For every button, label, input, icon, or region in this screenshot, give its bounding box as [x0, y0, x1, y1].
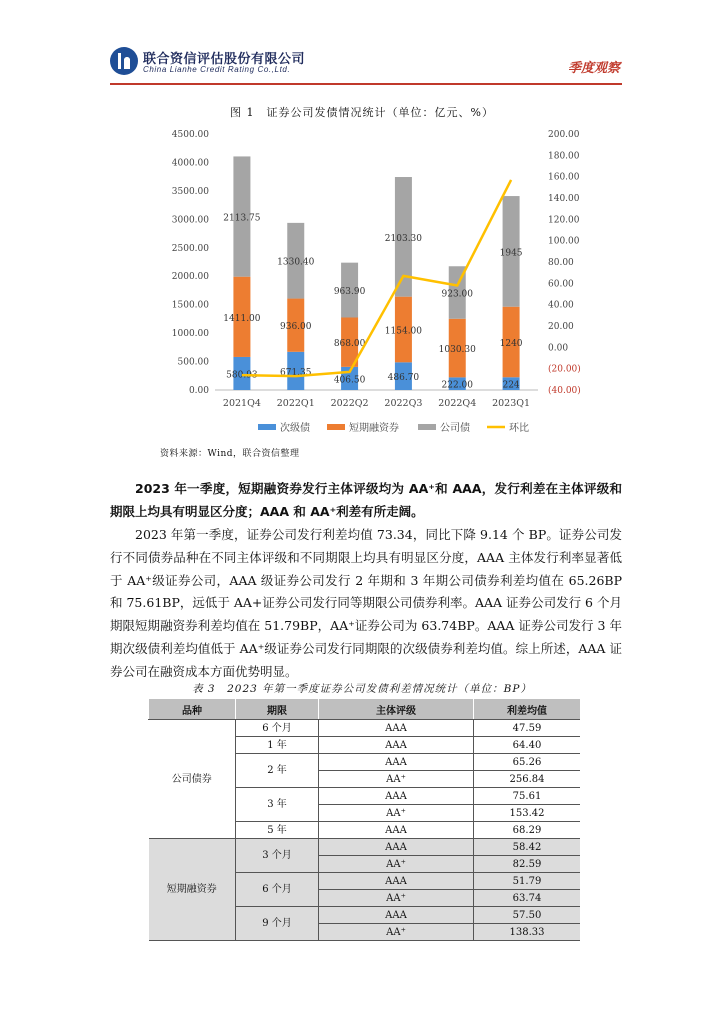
y-right-tick-label: 0.00: [548, 343, 569, 354]
y-right-tick-label: 20.00: [548, 322, 574, 332]
spread-cell: 58.42: [474, 839, 581, 856]
y-left-tick-label: 500.00: [177, 357, 209, 368]
table-row: [149, 839, 581, 856]
bar-data-label: 406.50: [333, 375, 366, 386]
company-name-cn: 联合资信评估股份有限公司: [143, 52, 306, 67]
bar-data-label: 671.35: [280, 367, 312, 378]
bar-data-label: 1240: [499, 338, 523, 349]
y-right-tick-label: 60.00: [548, 279, 574, 290]
figure-title: 图 1 证券公司发债情况统计（单位：亿元、%）: [230, 106, 494, 119]
rating-cell: AAA: [319, 737, 474, 754]
y-right-tick-label: 100.00: [548, 236, 580, 247]
rating-cell: AAA: [319, 839, 474, 856]
bar-data-label: 1411.00: [223, 313, 261, 324]
x-tick-label: 2022Q4: [438, 398, 477, 409]
legend-label: 短期融资券: [349, 423, 399, 434]
bar-data-label: 1154.00: [384, 326, 423, 337]
body-paragraph: [110, 524, 622, 684]
rating-cell: AAA: [319, 720, 474, 737]
bar-data-label: 923.00: [441, 289, 473, 300]
term-cell: 6 个月: [236, 720, 319, 737]
rating-cell: AAA: [319, 822, 474, 839]
bar-data-label: 222.00: [441, 380, 473, 391]
legend-label: 环比: [509, 423, 529, 434]
table-title: 表 3 2023 年第一季度证券公司发债利差情况统计（单位：BP）: [192, 683, 532, 695]
y-left-tick-label: 4500.00: [171, 130, 209, 140]
figure-source: 资料来源：Wind，联合资信整理: [160, 449, 300, 459]
spread-cell: 68.29: [474, 822, 581, 839]
rating-cell: AAA: [319, 907, 474, 924]
bar-data-label: 224: [502, 380, 520, 391]
company-name-en: China Lianhe Credit Rating Co.,Ltd.: [143, 65, 291, 74]
spread-cell: 75.61: [474, 788, 581, 805]
bar-data-label: 868.00: [333, 339, 366, 350]
bar-data-label: 486.70: [387, 373, 420, 384]
term-cell: 2 年: [236, 754, 319, 788]
y-left-tick-label: 1500.00: [171, 300, 209, 311]
term-cell: 3 年: [236, 788, 319, 822]
rating-cell: AAA: [319, 873, 474, 890]
legend-swatch: [418, 424, 436, 430]
x-tick-label: 2022Q1: [276, 398, 315, 409]
term-cell: 3 个月: [236, 839, 319, 873]
x-tick-label: 2023Q1: [492, 398, 531, 409]
rating-cell: AA⁺: [319, 856, 474, 873]
spread-cell: 82.59: [474, 856, 581, 873]
bar-data-label: 2103.30: [384, 233, 423, 244]
rating-cell: AA⁺: [319, 771, 474, 788]
y-right-tick-label: 200.00: [548, 130, 580, 140]
y-left-tick-label: 3500.00: [171, 186, 209, 197]
y-left-tick-label: 0.00: [188, 386, 209, 396]
page-header: [110, 47, 622, 87]
spread-cell: 256.84: [474, 771, 581, 788]
company-logo-icon: [110, 47, 138, 75]
x-tick-label: 2021Q4: [222, 398, 261, 409]
bar-data-label: 936.00: [280, 322, 312, 333]
rating-cell: AA⁺: [319, 924, 474, 941]
header-rating: 主体评级: [319, 699, 474, 720]
term-cell: 9 个月: [236, 907, 319, 941]
y-right-tick-label: 180.00: [548, 151, 580, 162]
y-right-tick-label: 80.00: [548, 258, 574, 268]
table-header-row: [149, 699, 581, 720]
legend-swatch: [258, 424, 276, 430]
rating-cell: AAA: [319, 788, 474, 805]
bar-data-label: 580.93: [226, 370, 258, 381]
spread-cell: 51.79: [474, 873, 581, 890]
y-right-tick-label: 120.00: [548, 215, 580, 226]
x-tick-label: 2022Q3: [384, 398, 423, 409]
category-cell: 公司债券: [149, 720, 236, 839]
bar-data-label: 1030.30: [438, 345, 476, 356]
y-right-tick-label: 160.00: [548, 172, 580, 183]
legend-swatch: [327, 424, 345, 430]
rating-cell: AA⁺: [319, 805, 474, 822]
x-tick-label: 2022Q2: [330, 398, 369, 409]
y-right-tick-label: 140.00: [548, 194, 580, 204]
category-cell: 短期融资券: [149, 839, 236, 941]
y-left-tick-label: 1000.00: [171, 329, 209, 340]
y-left-tick-label: 3000.00: [171, 215, 209, 226]
bond-issuance-chart: [160, 122, 590, 442]
y-left-tick-label: 4000.00: [171, 158, 209, 169]
bar-data-label: 963.90: [333, 287, 366, 298]
section-heading-text: 2023 年一季度，短期融资券发行主体评级均为 AA⁺和 AAA，发行利差在主体评级和期限上均具有明显区分度；AAA 和 AA⁺利差有所走阔。: [110, 481, 622, 519]
spread-cell: 138.33: [474, 924, 581, 941]
spread-cell: 64.40: [474, 737, 581, 754]
legend-label: 次级债: [280, 423, 310, 434]
body-paragraph-text: 2023 年第一季度，证券公司发行利差均值 73.34，同比下降 9.14 个 BP。证券公司发行不同债券品种在不同主体评级和不同期限上均具有明显区分度，AAA 主体发行利率显著低于 AA⁺级证券公司，AAA 级证券公司发行 2 年期和 3 年期公司债券利差均值在 65.26BP 和 75.61BP，远低于 AA+证券公司发行同等期限公司债券利率。AAA 证券公司发行 6 个月期限短期融资券利差均值在 51.79BP，AA⁺证券公司为 63.74BP。AAA 证券公司发行 3 年期次级债利差均值低于 AA⁺级证券公司发行同期限的次级债券利差均值。综上所述，AAA 证券公司在融资成本方面优势明显。: [110, 527, 622, 679]
rating-cell: AAA: [319, 754, 474, 771]
header-term: 期限: [236, 699, 319, 720]
spread-table: [148, 699, 580, 941]
legend-label: 公司债: [440, 423, 470, 434]
header-category: 品种: [149, 699, 236, 720]
spread-cell: 153.42: [474, 805, 581, 822]
spread-cell: 47.59: [474, 720, 581, 737]
term-cell: 1 年: [236, 737, 319, 754]
spread-cell: 57.50: [474, 907, 581, 924]
y-right-tick-label: (20.00): [548, 364, 581, 375]
term-cell: 5 年: [236, 822, 319, 839]
spread-cell: 65.26: [474, 754, 581, 771]
y-left-tick-label: 2500.00: [171, 243, 209, 254]
bar-data-label: 1330.40: [277, 257, 315, 268]
y-left-tick-label: 2000.00: [171, 272, 209, 283]
header-divider: [110, 83, 622, 85]
spread-cell: 63.74: [474, 890, 581, 907]
section-heading: [110, 478, 622, 524]
term-cell: 6 个月: [236, 873, 319, 907]
bar-data-label: 2113.75: [223, 213, 261, 224]
section-tag: 季度观察: [567, 61, 620, 76]
y-right-tick-label: 40.00: [548, 300, 574, 311]
y-right-tick-label: (40.00): [548, 386, 581, 396]
rating-cell: AA⁺: [319, 890, 474, 907]
header-spread: 利差均值: [474, 699, 581, 720]
table-row: [149, 720, 581, 737]
bar-data-label: 1945: [499, 248, 523, 259]
